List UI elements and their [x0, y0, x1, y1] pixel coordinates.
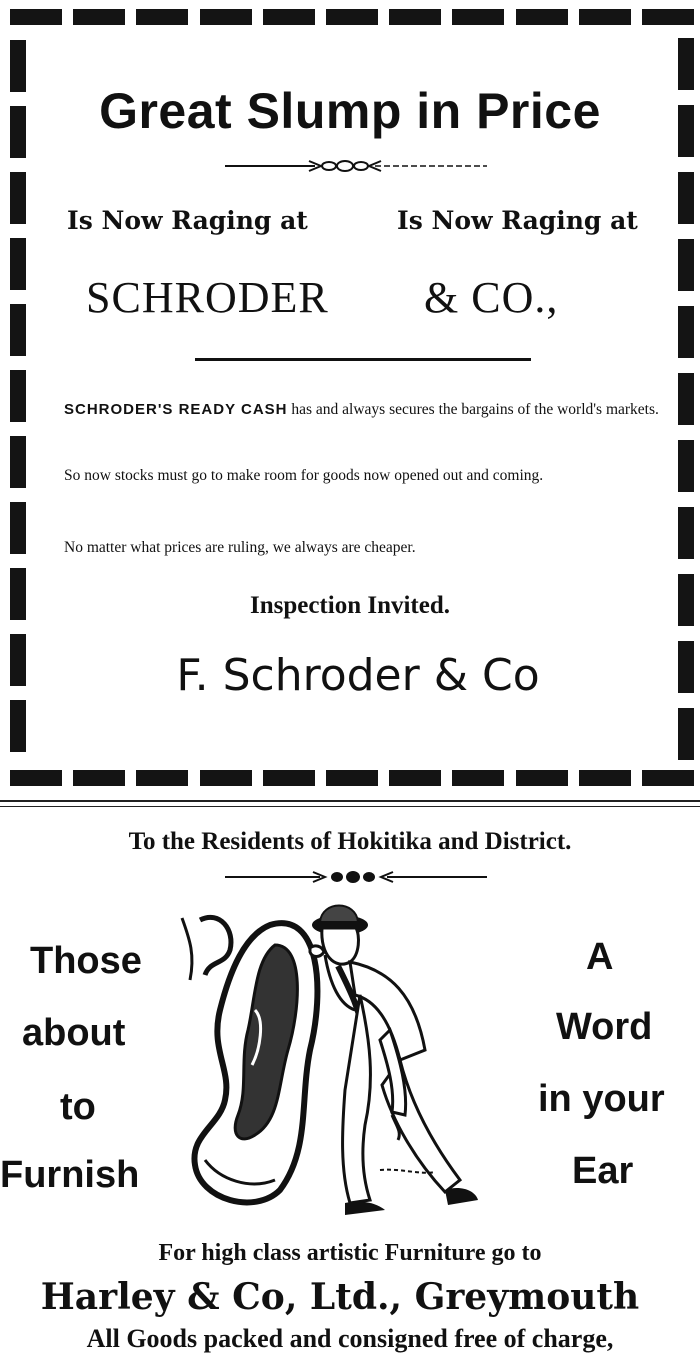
furniture-line: For high class artistic Furniture go to: [158, 1240, 542, 1266]
giant-ear-icon: [182, 917, 317, 1202]
residents-header: To the Residents of Hokitika and District.: [128, 828, 572, 855]
top-border: [10, 9, 694, 25]
section-separator: [0, 800, 700, 802]
ornament-divider-2: [225, 869, 487, 885]
paragraph-stocks: [48, 464, 670, 488]
ornament-divider: [225, 158, 487, 174]
prices-text: No matter what prices are ruling, we always are cheaper.: [64, 539, 416, 556]
company-name-right: & CO.,: [424, 273, 559, 322]
whispering-man-icon: [310, 906, 478, 1216]
paragraph-prices: [48, 536, 670, 560]
paragraph-ready-cash: [48, 398, 670, 422]
left-border: [10, 40, 26, 752]
ready-cash-text: has and always secures the bargains of the world's markets.: [287, 401, 659, 418]
bottom-border: [10, 770, 694, 786]
right-word-2: Word: [556, 1006, 653, 1048]
headline: Great Slump in Price: [99, 83, 601, 139]
right-word-3: in your: [538, 1078, 665, 1120]
raging-left: Is Now Raging at: [67, 206, 308, 235]
consigned-line: All Goods packed and consigned free of charge,: [86, 1324, 614, 1353]
raging-right: Is Now Raging at: [397, 206, 638, 235]
harley-company-name: Harley & Co, Ltd., Greymouth: [40, 1276, 640, 1318]
ready-cash-caps: SCHRODER'S READY CASH: [64, 401, 288, 418]
stocks-text: So now stocks must go to make room for goods now opened out and coming.: [64, 467, 544, 484]
inspection-invited: Inspection Invited.: [249, 592, 451, 619]
ear-illustration: [160, 900, 540, 1230]
left-word-4: Furnish: [0, 1154, 140, 1196]
signature: F. Schroder & Co: [176, 650, 540, 701]
right-word-4: Ear: [572, 1150, 634, 1192]
section-separator-thin: [0, 806, 700, 807]
company-name-left: SCHRODER: [86, 273, 329, 322]
left-word-1: Those: [30, 940, 142, 982]
right-word-1: A: [586, 936, 614, 978]
horizontal-rule: [195, 358, 531, 361]
left-word-2: about: [22, 1012, 126, 1054]
left-word-3: to: [60, 1086, 96, 1128]
